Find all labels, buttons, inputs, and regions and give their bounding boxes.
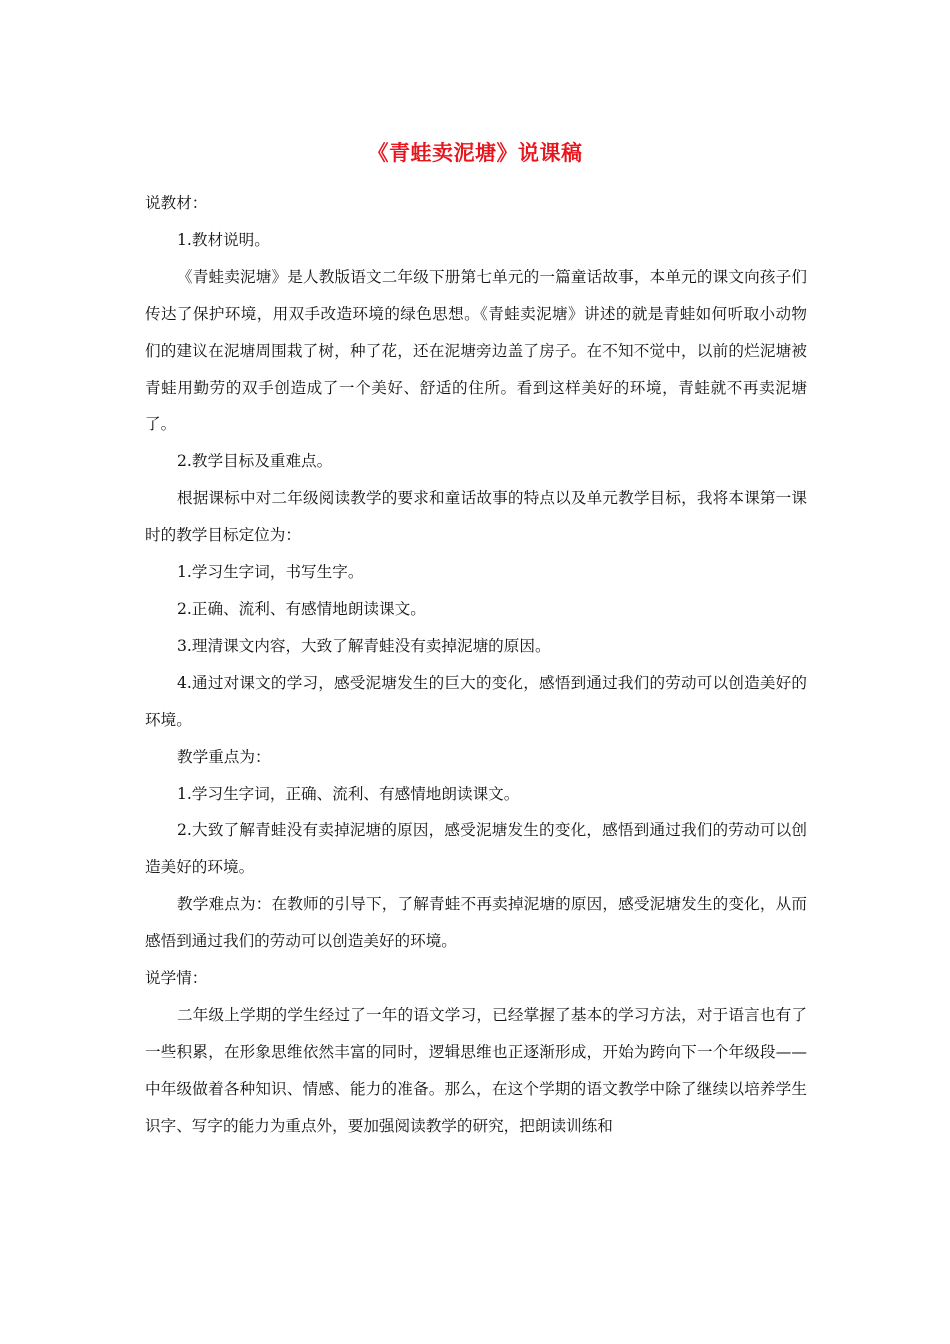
subheading-teaching-goals: 2.教学目标及重难点。 bbox=[177, 452, 333, 471]
paragraph-difficult-points: 教学难点为：在教师的引导下，了解青蛙不再卖掉泥塘的原因，感受泥塘发生的变化，从而感悟到通过我们的劳动可以创造美好的环境。 bbox=[145, 895, 807, 951]
list-item-goal-1: 1.学习生字词，书写生字。 bbox=[177, 563, 364, 582]
list-item-goal-3: 3.理清课文内容，大致了解青蛙没有卖掉泥塘的原因。 bbox=[177, 636, 551, 655]
paragraph-goals-intro: 根据课标中对二年级阅读教学的要求和童话故事的特点以及单元教学目标，我将本课第一课时的教学目标定位为： bbox=[145, 489, 807, 545]
list-item-key-point-1: 1.学习生字词，正确、流利、有感情地朗读课文。 bbox=[177, 784, 520, 803]
subheading-key-points: 教学重点为： bbox=[177, 747, 271, 766]
document-body bbox=[145, 185, 807, 1145]
section-heading-textbook: 说教材： bbox=[145, 194, 208, 212]
paragraph-textbook-description: 《青蛙卖泥塘》是人教版语文二年级下册第七单元的一篇童话故事，本单元的课文向孩子们传达了保护环境，用双手改造环境的绿色思想。《青蛙卖泥塘》讲述的就是青蛙如何听取小动物们的建议在泥塘周围栽了树，种了花，还在泥塘旁边盖了房子。在不知不觉中，以前的烂泥塘被青蛙用勤劳的双手创造成了一个美好、舒适的住所。看到这样美好的环境，青蛙就不再卖泥塘了。 bbox=[145, 267, 807, 434]
list-item-key-point-2: 2.大致了解青蛙没有卖掉泥塘的原因，感受泥塘发生的变化，感悟到通过我们的劳动可以创造美好的环境。 bbox=[145, 821, 807, 877]
list-item-goal-4: 4.通过对课文的学习，感受泥塘发生的巨大的变化，感悟到通过我们的劳动可以创造美好的环境。 bbox=[145, 673, 807, 729]
list-item-goal-2: 2.正确、流利、有感情地朗读课文。 bbox=[177, 599, 426, 618]
document-title: 《青蛙卖泥塘》说课稿 bbox=[367, 140, 583, 165]
section-heading-students: 说学情： bbox=[145, 969, 208, 988]
paragraph-students: 二年级上学期的学生经过了一年的语文学习，已经掌握了基本的学习方法，对于语言也有了一些积累，在形象思维依然丰富的同时，逻辑思维也正逐渐形成，开始为跨向下一个年级段——中年级做着各种知识、情感、能力的准备。那么，在这个学期的语文教学中除了继续以培养学生识字、写字的能力为重点外，要加强阅读教学的研究，把朗读训练和 bbox=[145, 1005, 807, 1135]
subheading-textbook-description: 1.教材说明。 bbox=[177, 230, 270, 249]
